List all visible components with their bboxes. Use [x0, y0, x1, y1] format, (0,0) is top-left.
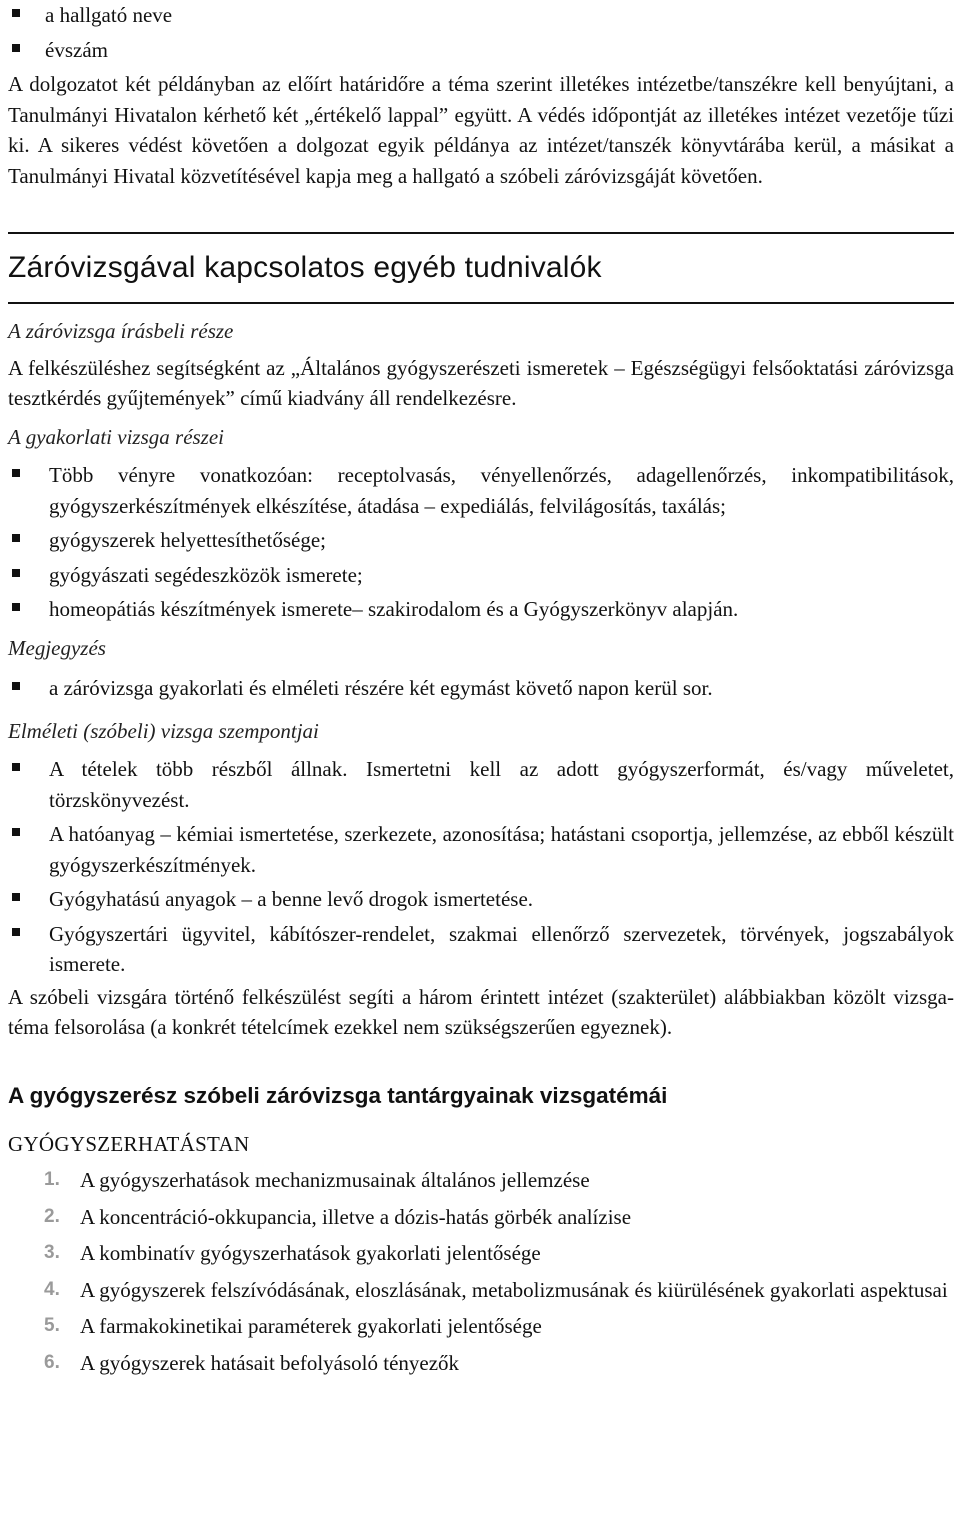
subject-name: GYÓGYSZERHATÁSTAN: [8, 1131, 250, 1156]
list-item-text: gyógyszerek helyettesíthetősége;: [49, 528, 326, 552]
list-item-text: A hatóanyag – kémiai ismertetése, szerkezete, azonosítása; hatástani csoportja, jellemzése, az ebből készült gyógyszerkészítmények.: [49, 822, 954, 877]
section-bottom-rule: [8, 302, 954, 304]
topic-number: 4.: [44, 1278, 60, 1300]
top-bullet-list: [8, 0, 954, 65]
subjects-heading: A gyógyszerész szóbeli záróvizsga tantárgyainak vizsgatémái: [8, 1082, 668, 1108]
square-bullet-icon: [12, 569, 20, 577]
theory-list: [8, 754, 954, 980]
list-item: [8, 460, 954, 521]
square-bullet-icon: [12, 682, 20, 690]
list-item: [8, 884, 954, 915]
list-item: [8, 919, 954, 980]
topic-number: 3.: [44, 1242, 60, 1263]
topic-text: A gyógyszerhatások mechanizmusainak általános jellemzése: [80, 1168, 590, 1192]
topic-item: [8, 1311, 954, 1342]
square-bullet-icon: [12, 828, 20, 836]
topic-text: A farmakokinetikai paraméterek gyakorlati jelentősége: [80, 1314, 542, 1338]
list-item: [8, 560, 954, 591]
list-item-text: évszám: [45, 37, 108, 62]
list-item-text: a záróvizsga gyakorlati és elméleti részére két egymást követő napon kerül sor.: [49, 676, 713, 700]
square-bullet-icon: [12, 763, 20, 771]
list-item-text: Gyógyszertári ügyvitel, kábítószer-rendelet, szakmai ellenőrző szervezetek, törvények, jogszabályok ismerete.: [49, 921, 954, 976]
list-item: [8, 525, 954, 556]
topic-number: 1.: [44, 1169, 60, 1190]
list-item-text: Több vényre vonatkozóan: receptolvasás, vényellenőrzés, adagellenőrzés, inkompatibilitások, gyógyszerkészítmények elkészítése, átadása – expediálás, felvilágosítás, taxálás;: [49, 463, 954, 518]
list-item-text: a hallgató neve: [45, 3, 173, 27]
written-part-title: A záróvizsga írásbeli része: [8, 319, 234, 343]
spacer: [8, 191, 954, 232]
topic-text: A gyógyszerek felszívódásának, eloszlásának, metabolizmusának és kiürülésének gyakorlati aspektusai: [80, 1277, 948, 1302]
topic-number: 2.: [44, 1205, 60, 1227]
topic-number: 5.: [44, 1315, 60, 1336]
list-item-text: homeopátiás készítmények ismerete– szakirodalom és a Gyógyszerkönyv alapján.: [49, 597, 739, 621]
list-item-text: gyógyászati segédeszközök ismerete;: [49, 562, 363, 587]
topic-text: A koncentráció-okkupancia, illetve a dózis-hatás görbék analízise: [80, 1204, 632, 1229]
written-part-text: A felkészüléshez segítségként az „Általános gyógyszerészeti ismeretek – Egészségügyi felsőoktatási záróvizsga tesztkérdés gyűjtemények” című kiadvány áll rendelkezésre.: [8, 355, 954, 410]
topic-item: [8, 1275, 954, 1306]
square-bullet-icon: [12, 469, 20, 477]
theory-closing-paragraph: A szóbeli vizsgára történő felkészülést segíti a három érintett intézet (szakterület) alábbiakban közölt vizsga-téma felsorolása (a konkrét tételcímek ezekkel nem szükségszerűen egyeznek).: [8, 984, 954, 1039]
theory-title: Elméleti (szóbeli) vizsga szempontjai: [8, 718, 319, 743]
list-item: [8, 35, 954, 66]
practical-list: [8, 460, 954, 625]
intro-paragraph: A dolgozatot két példányban az előírt határidőre a téma szerint illetékes intézetbe/tanszékre kell benyújtani, a Tanulmányi Hivatalon kérhető két „értékelő lappal” együtt. A védés időpontját az illetékes intézet vezetője tűzi ki. A sikeres védést követően a dolgozat egyik példánya az intézet/tanszék könyvtárába kerül, a másikat a Tanulmányi Hivatal közvetítésével kapja meg a hallgató a szóbeli záróvizsgáját követően.: [8, 72, 954, 188]
square-bullet-icon: [12, 928, 20, 936]
list-item: [8, 594, 954, 625]
square-bullet-icon: [12, 893, 20, 901]
topic-item: [8, 1202, 954, 1233]
list-item: [8, 0, 954, 31]
list-item: [8, 819, 954, 880]
topic-item: [8, 1348, 954, 1379]
note-title: Megjegyzés: [8, 635, 106, 660]
list-item: [8, 754, 954, 815]
section-heading: Záróvizsgával kapcsolatos egyéb tudnivalók: [8, 251, 602, 284]
topic-list: [8, 1165, 954, 1378]
topic-item: [8, 1238, 954, 1269]
practical-part-title: A gyakorlati vizsga részei: [8, 424, 225, 449]
list-item-text: Gyógyhatású anyagok – a benne levő drogok ismertetése.: [49, 887, 534, 911]
topic-item: [8, 1165, 954, 1196]
square-bullet-icon: [12, 9, 20, 17]
square-bullet-icon: [12, 534, 20, 542]
list-item-text: A tételek több részből állnak. Ismertetni kell az adott gyógyszerformát, és/vagy műveletet, törzskönyvezést.: [49, 757, 954, 812]
square-bullet-icon: [12, 44, 20, 52]
list-item: [8, 673, 954, 704]
topic-text: A gyógyszerek hatásait befolyásoló tényezők: [80, 1350, 460, 1375]
square-bullet-icon: [12, 603, 20, 611]
topic-text: A kombinatív gyógyszerhatások gyakorlati jelentősége: [80, 1241, 541, 1265]
topic-number: 6.: [44, 1351, 60, 1373]
